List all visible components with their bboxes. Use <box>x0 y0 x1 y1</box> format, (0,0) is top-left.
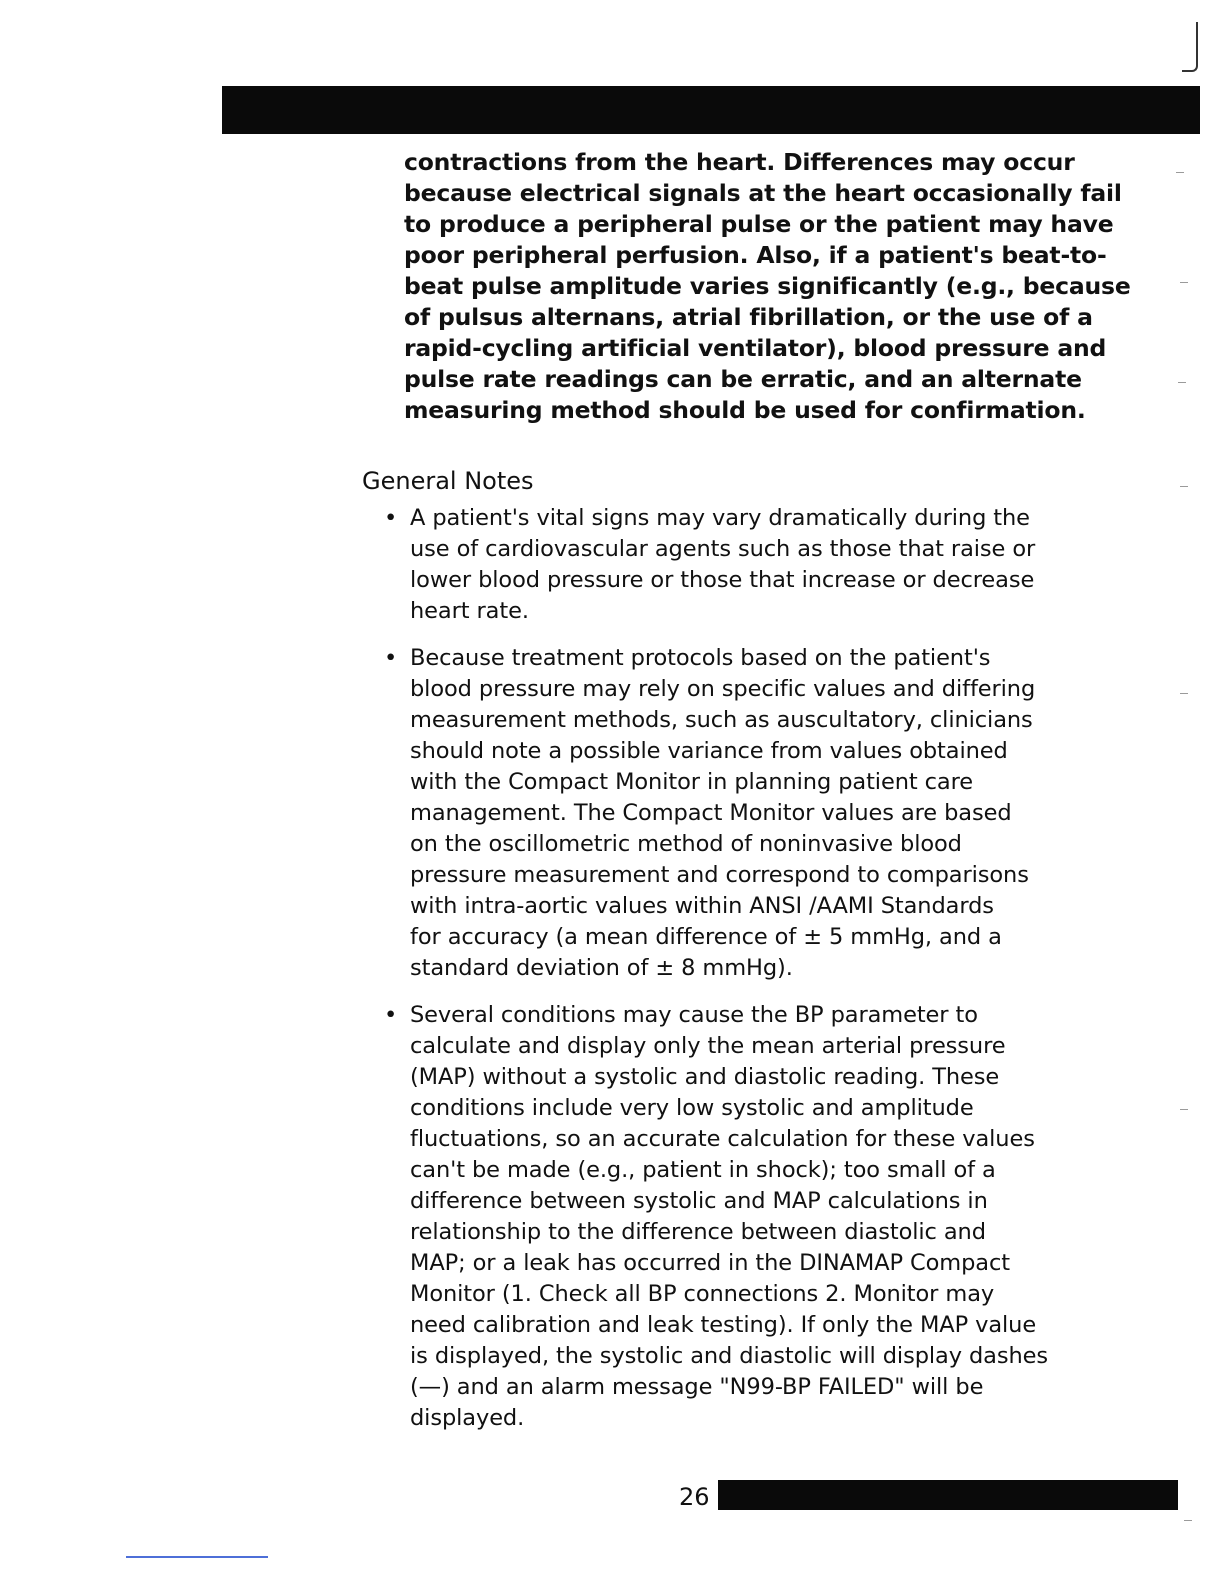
note-line: MAP; or a leak has occurred in the DINAMAP Compact <box>410 1250 1010 1276</box>
note-line: displayed. <box>410 1405 525 1431</box>
note-item <box>384 503 1044 627</box>
header-bar <box>222 86 1200 134</box>
note-line: conditions include very low systolic and amplitude <box>410 1095 974 1121</box>
note-item <box>384 643 1044 984</box>
bullet-icon: • <box>384 1002 398 1028</box>
note-line: should note a possible variance from values obtained <box>410 738 1008 764</box>
bullet-icon: • <box>384 505 398 531</box>
note-line: blood pressure may rely on specific values and differing <box>410 676 1036 702</box>
note-line: heart rate. <box>410 598 529 624</box>
note-line: difference between systolic and MAP calculations in <box>410 1188 988 1214</box>
scan-speck <box>1180 1109 1188 1110</box>
note-line: use of cardiovascular agents such as those that raise or <box>410 536 1036 562</box>
page-number: 26 <box>679 1483 710 1511</box>
scan-speck <box>1180 486 1188 487</box>
note-line: (MAP) without a systolic and diastolic reading. These <box>410 1064 1000 1090</box>
note-line: relationship to the difference between diastolic and <box>410 1219 986 1245</box>
note-line: management. The Compact Monitor values are based <box>410 800 1012 826</box>
scan-speck <box>1180 693 1188 694</box>
note-item <box>384 1000 1049 1434</box>
note-line: measurement methods, such as auscultatory, clinicians <box>410 707 1033 733</box>
scan-speck <box>1178 382 1186 383</box>
warning-line: because electrical signals at the heart occasionally fail <box>404 179 1122 207</box>
note-line: (—) and an alarm message "N99-BP FAILED" will be <box>410 1374 984 1400</box>
scan-speck <box>1180 282 1188 283</box>
decorative-underline <box>126 1556 268 1558</box>
warning-line: measuring method should be used for confirmation. <box>404 396 1086 424</box>
note-line: A patient's vital signs may vary dramatically during the <box>410 505 1030 531</box>
warning-line: rapid-cycling artificial ventilator), blood pressure and <box>404 334 1107 362</box>
note-line: need calibration and leak testing). If only the MAP value <box>410 1312 1037 1338</box>
note-line: Several conditions may cause the BP parameter to <box>410 1002 978 1028</box>
section-heading: General Notes <box>362 467 534 495</box>
note-line: standard deviation of ± 8 mmHg). <box>410 955 793 981</box>
note-line: on the oscillometric method of noninvasive blood <box>410 831 962 857</box>
warning-line: poor peripheral perfusion. Also, if a patient's beat-to- <box>404 241 1107 269</box>
note-line: calculate and display only the mean arterial pressure <box>410 1033 1006 1059</box>
note-line: lower blood pressure or those that increase or decrease <box>410 567 1035 593</box>
note-line: Monitor (1. Check all BP connections 2. Monitor may <box>410 1281 995 1307</box>
note-line: fluctuations, so an accurate calculation for these values <box>410 1126 1035 1152</box>
note-line: with intra-aortic values within ANSI /AAMI Standards <box>410 893 994 919</box>
warning-line: to produce a peripheral pulse or the patient may have <box>404 210 1114 238</box>
note-line: can't be made (e.g., patient in shock); too small of a <box>410 1157 996 1183</box>
scan-speck <box>1184 1520 1192 1521</box>
warning-line: pulse rate readings can be erratic, and an alternate <box>404 365 1082 393</box>
warning-line: contractions from the heart. Differences may occur <box>404 148 1075 176</box>
note-line: is displayed, the systolic and diastolic will display dashes <box>410 1343 1049 1369</box>
warning-line: beat pulse amplitude varies significantly (e.g., because <box>404 272 1131 300</box>
note-line: pressure measurement and correspond to comparisons <box>410 862 1029 888</box>
bullet-icon: • <box>384 645 398 671</box>
scan-corner-mark <box>1182 22 1198 72</box>
warning-paragraph <box>404 147 1131 426</box>
scan-speck <box>1176 172 1184 173</box>
note-line: for accuracy (a mean difference of ± 5 mmHg, and a <box>410 924 1002 950</box>
note-line: Because treatment protocols based on the patient's <box>410 645 991 671</box>
general-notes-list <box>384 503 1049 1434</box>
note-line: with the Compact Monitor in planning patient care <box>410 769 973 795</box>
footer-bar <box>718 1480 1178 1510</box>
warning-line: of pulsus alternans, atrial fibrillation, or the use of a <box>404 303 1093 331</box>
